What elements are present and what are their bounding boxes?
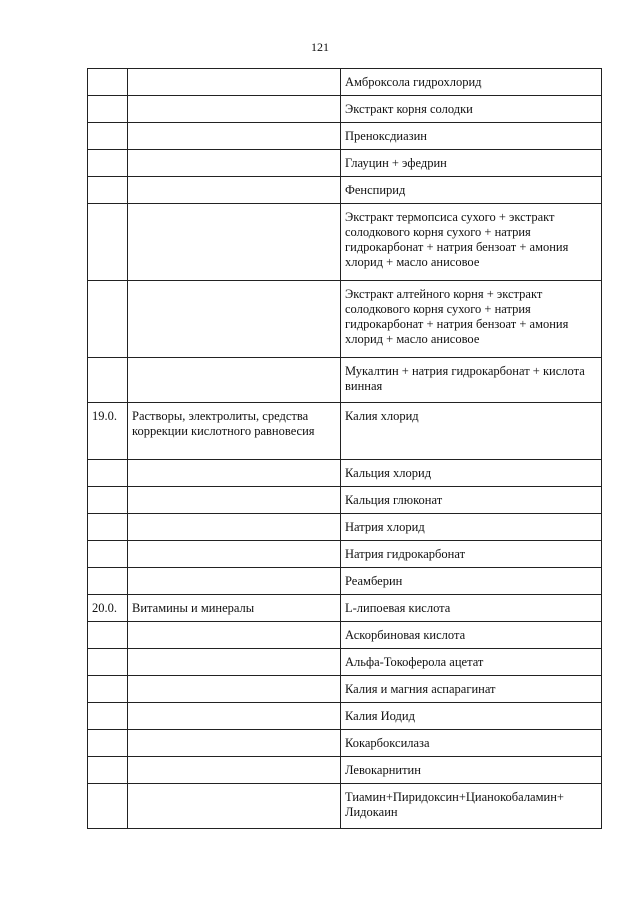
group-name-cell xyxy=(128,649,341,676)
group-name-cell xyxy=(128,358,341,403)
drug-name-cell: Экстракт алтейного корня + экстракт солодкового корня сухого + натрия гидрокарбонат + натрия бензоат + амония хлорид + масло анисовое xyxy=(341,281,602,358)
group-name-cell xyxy=(128,622,341,649)
table-row xyxy=(88,281,602,358)
drug-name-cell: Кальция хлорид xyxy=(341,460,602,487)
drug-name-cell: Кальция глюконат xyxy=(341,487,602,514)
group-name-cell xyxy=(128,460,341,487)
group-name-cell: Растворы, электролиты, средства коррекции кислотного равновесия xyxy=(128,403,341,460)
group-name-cell xyxy=(128,730,341,757)
table-row xyxy=(88,676,602,703)
table-row xyxy=(88,150,602,177)
drug-name-cell: Натрия хлорид xyxy=(341,514,602,541)
table-row xyxy=(88,541,602,568)
drug-name-cell: Альфа-Токоферола ацетат xyxy=(341,649,602,676)
drug-name-cell: Аскорбиновая кислота xyxy=(341,622,602,649)
group-name-cell xyxy=(128,703,341,730)
row-number-cell xyxy=(88,730,128,757)
row-number-cell xyxy=(88,568,128,595)
row-number-cell xyxy=(88,123,128,150)
drug-name-cell: Фенспирид xyxy=(341,177,602,204)
group-name-cell xyxy=(128,281,341,358)
row-number-cell xyxy=(88,177,128,204)
table-row xyxy=(88,204,602,281)
drug-table-body xyxy=(88,69,602,829)
drug-name-cell: Левокарнитин xyxy=(341,757,602,784)
group-name-cell xyxy=(128,96,341,123)
table-row xyxy=(88,177,602,204)
drug-name-cell: Экстракт термопсиса сухого + экстракт солодкового корня сухого + натрия гидрокарбонат + натрия бензоат + амония хлорид + масло анисовое xyxy=(341,204,602,281)
page-number: 121 xyxy=(311,40,329,54)
table-row xyxy=(88,568,602,595)
group-name-cell xyxy=(128,123,341,150)
row-number-cell xyxy=(88,281,128,358)
row-number-cell xyxy=(88,460,128,487)
row-number-cell xyxy=(88,514,128,541)
drug-name-cell: Калия хлорид xyxy=(341,403,602,460)
row-number-cell xyxy=(88,487,128,514)
row-number-cell xyxy=(88,358,128,403)
row-number-cell xyxy=(88,676,128,703)
table-row xyxy=(88,403,602,460)
table-row xyxy=(88,123,602,150)
row-number-cell: 19.0. xyxy=(88,403,128,460)
drug-name-cell: Глауцин + эфедрин xyxy=(341,150,602,177)
row-number-cell xyxy=(88,150,128,177)
row-number-cell: 20.0. xyxy=(88,595,128,622)
table-row xyxy=(88,622,602,649)
group-name-cell xyxy=(128,757,341,784)
group-name-cell xyxy=(128,784,341,829)
row-number-cell xyxy=(88,784,128,829)
table-row xyxy=(88,649,602,676)
row-number-cell xyxy=(88,649,128,676)
group-name-cell xyxy=(128,676,341,703)
group-name-cell xyxy=(128,69,341,96)
table-row xyxy=(88,460,602,487)
table-row xyxy=(88,595,602,622)
row-number-cell xyxy=(88,703,128,730)
drug-name-cell: L-липоевая кислота xyxy=(341,595,602,622)
table-row xyxy=(88,487,602,514)
table-row xyxy=(88,69,602,96)
drug-name-cell: Натрия гидрокарбонат xyxy=(341,541,602,568)
group-name-cell xyxy=(128,541,341,568)
drug-name-cell: Кокарбоксилаза xyxy=(341,730,602,757)
table-row xyxy=(88,96,602,123)
drug-name-cell: Экстракт корня солодки xyxy=(341,96,602,123)
row-number-cell xyxy=(88,204,128,281)
table-row xyxy=(88,784,602,829)
table-row xyxy=(88,757,602,784)
table-row xyxy=(88,514,602,541)
row-number-cell xyxy=(88,622,128,649)
group-name-cell xyxy=(128,204,341,281)
row-number-cell xyxy=(88,541,128,568)
drug-name-cell: Амброксола гидрохлорид xyxy=(341,69,602,96)
row-number-cell xyxy=(88,96,128,123)
group-name-cell xyxy=(128,177,341,204)
drug-name-cell: Реамберин xyxy=(341,568,602,595)
group-name-cell xyxy=(128,568,341,595)
group-name-cell xyxy=(128,150,341,177)
table-row xyxy=(88,703,602,730)
table-row xyxy=(88,358,602,403)
table-row xyxy=(88,730,602,757)
group-name-cell xyxy=(128,487,341,514)
drug-name-cell: Калия Иодид xyxy=(341,703,602,730)
group-name-cell: Витамины и минералы xyxy=(128,595,341,622)
drug-name-cell: Тиамин+Пиридоксин+Цианокобаламин+ Лидокаин xyxy=(341,784,602,829)
drug-name-cell: Калия и магния аспарагинат xyxy=(341,676,602,703)
drug-name-cell: Мукалтин + натрия гидрокарбонат + кислота винная xyxy=(341,358,602,403)
row-number-cell xyxy=(88,757,128,784)
drug-table xyxy=(87,68,602,829)
drug-name-cell: Преноксдиазин xyxy=(341,123,602,150)
row-number-cell xyxy=(88,69,128,96)
group-name-cell xyxy=(128,514,341,541)
